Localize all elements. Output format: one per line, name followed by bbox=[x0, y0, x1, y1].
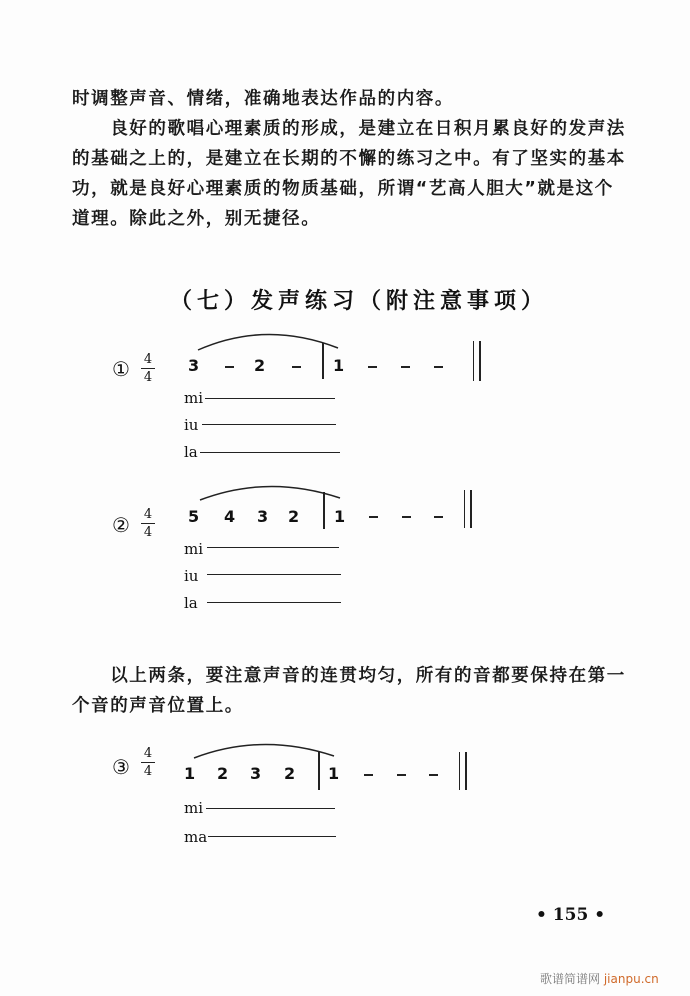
dash bbox=[434, 366, 443, 368]
time-signature bbox=[141, 746, 155, 779]
time-sig-bottom: 4 bbox=[143, 370, 153, 385]
note: 2 bbox=[284, 764, 296, 783]
barline bbox=[322, 343, 324, 379]
slur bbox=[196, 328, 341, 352]
final-barline bbox=[459, 752, 467, 790]
note: 3 bbox=[250, 764, 262, 783]
dash bbox=[429, 774, 438, 776]
time-sig-top: 4 bbox=[143, 352, 153, 367]
note-paragraph: 以上两条，要注意声音的连贯均匀，所有的音都要保持在第一个音的声音位置上。 bbox=[72, 666, 626, 716]
sustain-line bbox=[200, 452, 340, 453]
syllable-label: la bbox=[184, 594, 198, 612]
exercise-number: ① bbox=[112, 357, 130, 381]
slur bbox=[192, 740, 337, 760]
time-sig-bottom: 4 bbox=[143, 764, 153, 779]
dash bbox=[364, 774, 373, 776]
exercise-number: ② bbox=[112, 513, 130, 537]
dash bbox=[402, 516, 411, 518]
note: 5 bbox=[188, 507, 200, 526]
sustain-line bbox=[206, 808, 335, 809]
barline bbox=[323, 492, 325, 529]
sustain-line bbox=[207, 574, 341, 575]
note: 1 bbox=[334, 507, 346, 526]
sustain-line bbox=[207, 602, 341, 603]
barline bbox=[318, 752, 320, 790]
exercise-number: ③ bbox=[112, 755, 130, 779]
time-signature bbox=[141, 507, 155, 540]
sustain-line bbox=[208, 836, 336, 837]
note: 1 bbox=[184, 764, 196, 783]
note: 4 bbox=[224, 507, 236, 526]
dash bbox=[401, 366, 410, 368]
syllable-label: mi bbox=[184, 799, 204, 817]
time-sig-top: 4 bbox=[143, 746, 153, 761]
note: 1 bbox=[328, 764, 340, 783]
dash bbox=[225, 366, 234, 368]
dash bbox=[397, 774, 406, 776]
sustain-line bbox=[207, 547, 339, 548]
final-barline bbox=[473, 341, 481, 381]
page-number: • 155 • bbox=[536, 905, 606, 925]
paragraph-2: 良好的歌唱心理素质的形成，是建立在日积月累良好的发声法的基础之上的，是建立在长期的不懈的练习之中。有了坚实的基本功，就是良好心理素质的物质基础，所谓“艺高人胆大”就是这个道理。除此之外，别无捷径。 bbox=[72, 119, 626, 229]
watermark-cn: 歌谱简谱网 bbox=[540, 972, 601, 986]
time-sig-top: 4 bbox=[143, 507, 153, 522]
note: 2 bbox=[217, 764, 229, 783]
dash bbox=[434, 516, 443, 518]
syllable-label: ma bbox=[184, 828, 208, 846]
syllable-label: mi bbox=[184, 389, 204, 407]
slur bbox=[198, 482, 343, 502]
time-sig-bottom: 4 bbox=[143, 525, 153, 540]
syllable-label: mi bbox=[184, 540, 204, 558]
note: 1 bbox=[333, 356, 345, 375]
time-signature bbox=[141, 352, 155, 385]
dash bbox=[369, 516, 378, 518]
watermark bbox=[540, 970, 659, 987]
syllable-label: la bbox=[184, 443, 198, 461]
note: 2 bbox=[288, 507, 300, 526]
final-barline bbox=[464, 490, 472, 528]
note: 3 bbox=[257, 507, 269, 526]
note: 3 bbox=[188, 356, 200, 375]
paragraph-1: 时调整声音、情绪，准确地表达作品的内容。 bbox=[72, 89, 454, 109]
watermark-en: jianpu.cn bbox=[603, 972, 659, 986]
syllable-label: iu bbox=[184, 416, 199, 434]
dash bbox=[368, 366, 377, 368]
section-title: （七）发声练习（附注意事项） bbox=[170, 289, 549, 314]
note: 2 bbox=[254, 356, 266, 375]
sustain-line bbox=[205, 398, 335, 399]
syllable-label: iu bbox=[184, 567, 199, 585]
dash bbox=[292, 366, 301, 368]
sustain-line bbox=[202, 424, 336, 425]
